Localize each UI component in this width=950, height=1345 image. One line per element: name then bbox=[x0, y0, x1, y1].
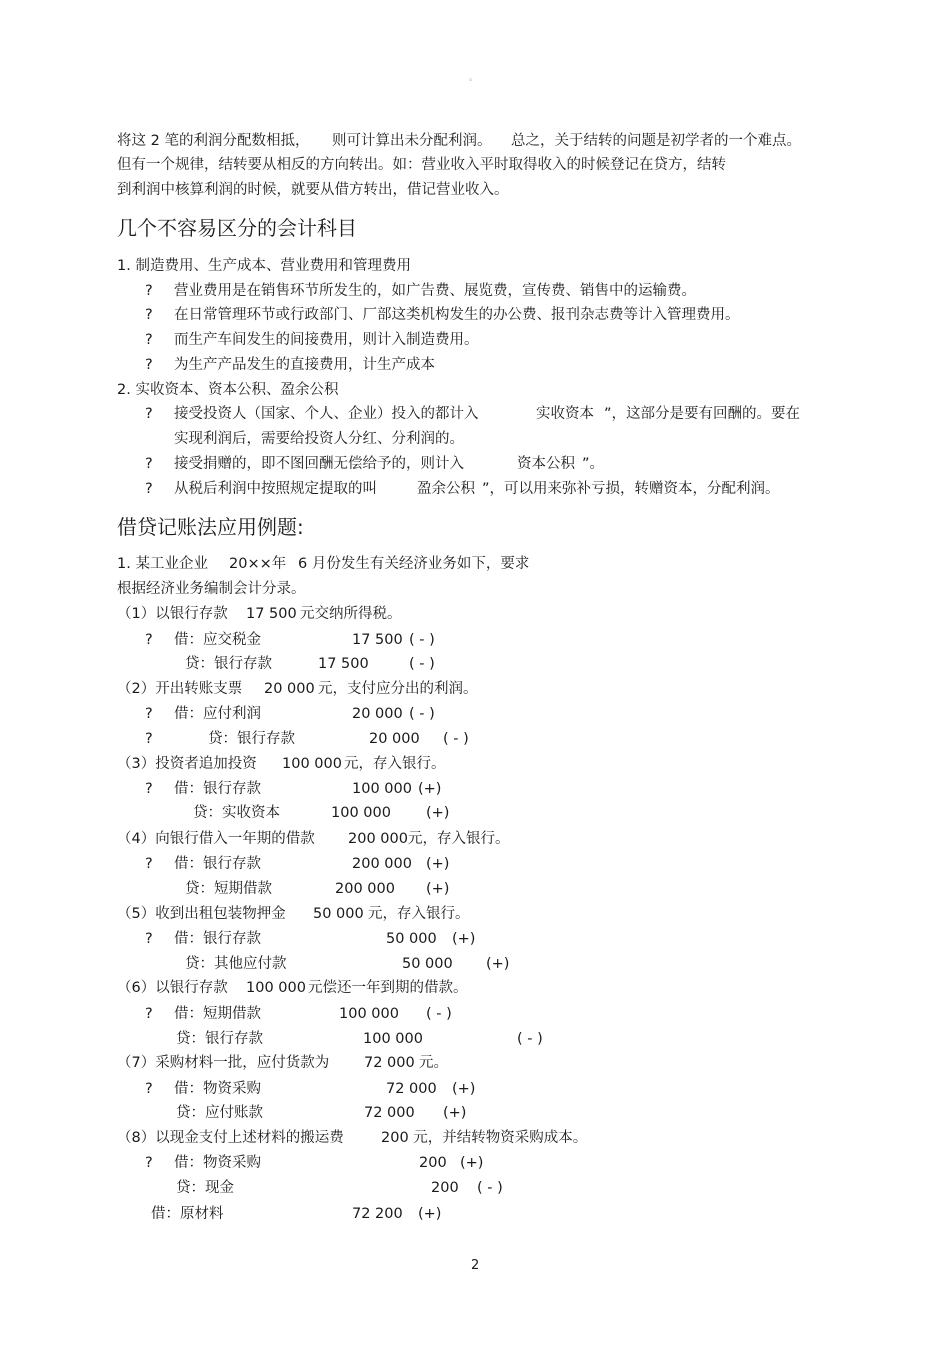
entry-3-credit-amount: 100 000 bbox=[331, 805, 391, 821]
entry-3-debit-account: 借：银行存款 bbox=[174, 781, 261, 797]
group1-bullet-3: 而生产车间发生的间接费用，则计入制造费用。 bbox=[174, 332, 479, 348]
entry-2-credit-account: 贷：银行存款 bbox=[208, 731, 295, 747]
question-5-amount: 50 000 bbox=[313, 906, 364, 922]
entry-5-debit-sign: (+) bbox=[452, 931, 476, 947]
entry-1-credit-sign: ( - ) bbox=[409, 656, 435, 672]
entry-7-credit-account: 贷：应付账款 bbox=[176, 1105, 263, 1121]
question-6-b: 元偿还一年到期的借款。 bbox=[308, 980, 468, 996]
entry-1-debit-sign: ( - ) bbox=[409, 632, 435, 648]
question-6-amount: 100 000 bbox=[246, 980, 306, 996]
entry-1-debit-account: 借：应交税金 bbox=[174, 632, 261, 648]
question-5-a: （5）收到出租包装物押金 bbox=[117, 906, 286, 922]
entry-2-debit-account: 借：应付利润 bbox=[174, 706, 261, 722]
entry-7-credit-amount: 72 000 bbox=[364, 1105, 415, 1121]
group1-bullet-1: 营业费用是在销售环节所发生的，如广告费、展览费，宣传费、销售中的运输费。 bbox=[174, 283, 696, 299]
bullet-icon: ? bbox=[145, 1081, 153, 1097]
group2-bullet-2-term: 资本公积 bbox=[517, 456, 575, 472]
entry-7-debit-amount: 72 000 bbox=[386, 1081, 437, 1097]
entry-7-debit-sign: (+) bbox=[452, 1081, 476, 1097]
entry-6-debit-account: 借：短期借款 bbox=[174, 1006, 261, 1022]
entry-1-debit-amount: 17 500 bbox=[352, 632, 403, 648]
entry-8-credit-amount: 200 bbox=[431, 1180, 459, 1196]
entry-3-credit-account: 贷：实收资本 bbox=[193, 805, 280, 821]
entry-2-debit-amount: 20 000 bbox=[352, 706, 403, 722]
question-3-b: 元，存入银行。 bbox=[344, 756, 446, 772]
intro-line-1-b: 则可计算出未分配利润。 bbox=[332, 133, 492, 149]
group1-bullet-2: 在日常管理环节或行政部门、厂部这类机构发生的办公费、报刊杂志费等计入管理费用。 bbox=[174, 307, 740, 323]
intro-line-2: 但有一个规律，结转要从相反的方向转出。如：营业收入平时取得收入的时候登记在贷方，结转 bbox=[117, 157, 726, 173]
entry-4-credit-sign: (+) bbox=[426, 881, 450, 897]
bullet-icon: ? bbox=[145, 1006, 153, 1022]
entry-3-credit-sign: (+) bbox=[426, 805, 450, 821]
header-mark: 。 bbox=[469, 73, 477, 82]
entry-8-transfer-amount: 72 200 bbox=[352, 1206, 403, 1222]
entry-6-credit-sign: ( - ) bbox=[517, 1031, 543, 1047]
group2-bullet-2-b: ”。 bbox=[582, 456, 605, 472]
entry-2-credit-amount: 20 000 bbox=[369, 731, 420, 747]
group1-bullet-4: 为生产产品发生的直接费用，计生产成本 bbox=[174, 357, 435, 373]
bullet-icon: ? bbox=[145, 283, 153, 299]
entry-4-debit-account: 借：银行存款 bbox=[174, 856, 261, 872]
bullet-icon: ? bbox=[145, 406, 153, 422]
entry-6-credit-amount: 100 000 bbox=[363, 1031, 423, 1047]
entry-5-credit-sign: (+) bbox=[486, 956, 510, 972]
group2-title: 2. 实收资本、资本公积、盈余公积 bbox=[117, 382, 339, 398]
entry-1-credit-amount: 17 500 bbox=[318, 656, 369, 672]
entry-8-debit-account: 借：物资采购 bbox=[174, 1155, 261, 1171]
group1-title: 1. 制造费用、生产成本、营业费用和管理费用 bbox=[117, 258, 411, 274]
entry-3-debit-amount: 100 000 bbox=[352, 781, 412, 797]
bullet-icon: ? bbox=[145, 856, 153, 872]
entry-5-debit-amount: 50 000 bbox=[386, 931, 437, 947]
section-heading-accounts: 几个不容易区分的会计科目 bbox=[117, 216, 357, 240]
entry-8-debit-amount: 200 bbox=[419, 1155, 447, 1171]
group2-bullet-3-term: 盈余公积 bbox=[417, 481, 475, 497]
bullet-icon: ? bbox=[145, 481, 153, 497]
question-1-amount: 17 500 bbox=[246, 606, 297, 622]
question-7-b: 元。 bbox=[419, 1055, 448, 1071]
group2-bullet-2-a: 接受捐赠的，即不图回酬无偿给予的，则计入 bbox=[174, 456, 464, 472]
entry-2-credit-sign: ( - ) bbox=[443, 731, 469, 747]
group2-bullet-1-cont: 实现利润后，需要给投资人分红、分利润的。 bbox=[174, 431, 464, 447]
entry-3-debit-sign: (+) bbox=[418, 781, 442, 797]
entry-8-credit-sign: ( - ) bbox=[477, 1180, 503, 1196]
entry-4-debit-sign: (+) bbox=[426, 856, 450, 872]
bullet-icon: ? bbox=[145, 357, 153, 373]
question-2-a: （2）开出转账支票 bbox=[117, 681, 243, 697]
entry-8-transfer-sign: (+) bbox=[418, 1206, 442, 1222]
bullet-icon: ? bbox=[145, 731, 153, 747]
question-8-b: 200 元，并结转物资采购成本。 bbox=[381, 1130, 588, 1146]
bullet-icon: ? bbox=[145, 332, 153, 348]
question-3-a: （3）投资者追加投资 bbox=[117, 756, 257, 772]
page-number: 2 bbox=[471, 1258, 480, 1273]
question-5-b: 元，存入银行。 bbox=[368, 906, 470, 922]
question-2-b: 元，支付应分出的利润。 bbox=[318, 681, 478, 697]
entry-4-credit-amount: 200 000 bbox=[335, 881, 395, 897]
problem-a: 1. 某工业企业 bbox=[117, 556, 208, 572]
group2-bullet-3-a: 从税后利润中按照规定提取的叫 bbox=[174, 481, 377, 497]
question-1-b: 元交纳所得税。 bbox=[300, 606, 402, 622]
entry-4-credit-account: 贷：短期借款 bbox=[185, 881, 272, 897]
entry-1-credit-account: 贷：银行存款 bbox=[185, 656, 272, 672]
question-3-amount: 100 000 bbox=[282, 756, 342, 772]
question-1-a: （1）以银行存款 bbox=[117, 606, 228, 622]
entry-7-debit-account: 借：物资采购 bbox=[174, 1081, 261, 1097]
entry-8-debit-sign: (+) bbox=[460, 1155, 484, 1171]
problem-cont: 根据经济业务编制会计分录。 bbox=[117, 581, 306, 597]
entry-6-debit-sign: ( - ) bbox=[426, 1006, 452, 1022]
question-4-amount: 200 000 bbox=[348, 831, 408, 847]
bullet-icon: ? bbox=[145, 931, 153, 947]
entry-5-debit-account: 借：银行存款 bbox=[174, 931, 261, 947]
entry-8-credit-account: 贷：现金 bbox=[176, 1180, 234, 1196]
entry-4-debit-amount: 200 000 bbox=[352, 856, 412, 872]
group2-bullet-1-term: 实收资本 bbox=[536, 406, 594, 422]
group2-bullet-3-b: ”，可以用来弥补亏损，转赠资本，分配利润。 bbox=[482, 481, 780, 497]
bullet-icon: ? bbox=[145, 781, 153, 797]
entry-2-debit-sign: ( - ) bbox=[409, 706, 435, 722]
intro-line-1-a: 将这 2 笔的利润分配数相抵， bbox=[117, 133, 310, 149]
intro-line-1-c: 总之，关于结转的问题是初学者的一个难点。 bbox=[511, 133, 801, 149]
question-7-a: （7）采购材料一批，应付货款为 bbox=[117, 1055, 330, 1071]
question-4-b: 元，存入银行。 bbox=[408, 831, 510, 847]
entry-6-debit-amount: 100 000 bbox=[339, 1006, 399, 1022]
group2-bullet-1-a: 接受投资人（国家、个人、企业）投入的都计入 bbox=[174, 406, 479, 422]
entry-8-transfer-account: 借：原材料 bbox=[151, 1206, 224, 1222]
intro-line-3: 到利润中核算利润的时候，就要从借方转出，借记营业收入。 bbox=[117, 182, 509, 198]
question-8-a: （8）以现金支付上述材料的搬运费 bbox=[117, 1130, 344, 1146]
question-2-amount: 20 000 bbox=[264, 681, 315, 697]
bullet-icon: ? bbox=[145, 307, 153, 323]
problem-b: 6 月份发生有关经济业务如下，要求 bbox=[298, 556, 530, 572]
group2-bullet-1-b: ”，这部分是要有回酬的。要在 bbox=[604, 406, 801, 422]
section-heading-examples: 借贷记账法应用例题: bbox=[117, 515, 304, 539]
bullet-icon: ? bbox=[145, 456, 153, 472]
problem-year: 20××年 bbox=[229, 556, 287, 572]
entry-7-credit-sign: (+) bbox=[443, 1105, 467, 1121]
entry-5-credit-account: 贷：其他应付款 bbox=[185, 956, 287, 972]
bullet-icon: ? bbox=[145, 1155, 153, 1171]
bullet-icon: ? bbox=[145, 706, 153, 722]
entry-5-credit-amount: 50 000 bbox=[402, 956, 453, 972]
question-4-a: （4）向银行借入一年期的借款 bbox=[117, 831, 315, 847]
question-7-amount: 72 000 bbox=[364, 1055, 415, 1071]
entry-6-credit-account: 贷：银行存款 bbox=[176, 1031, 263, 1047]
bullet-icon: ? bbox=[145, 632, 153, 648]
question-6-a: （6）以银行存款 bbox=[117, 980, 228, 996]
